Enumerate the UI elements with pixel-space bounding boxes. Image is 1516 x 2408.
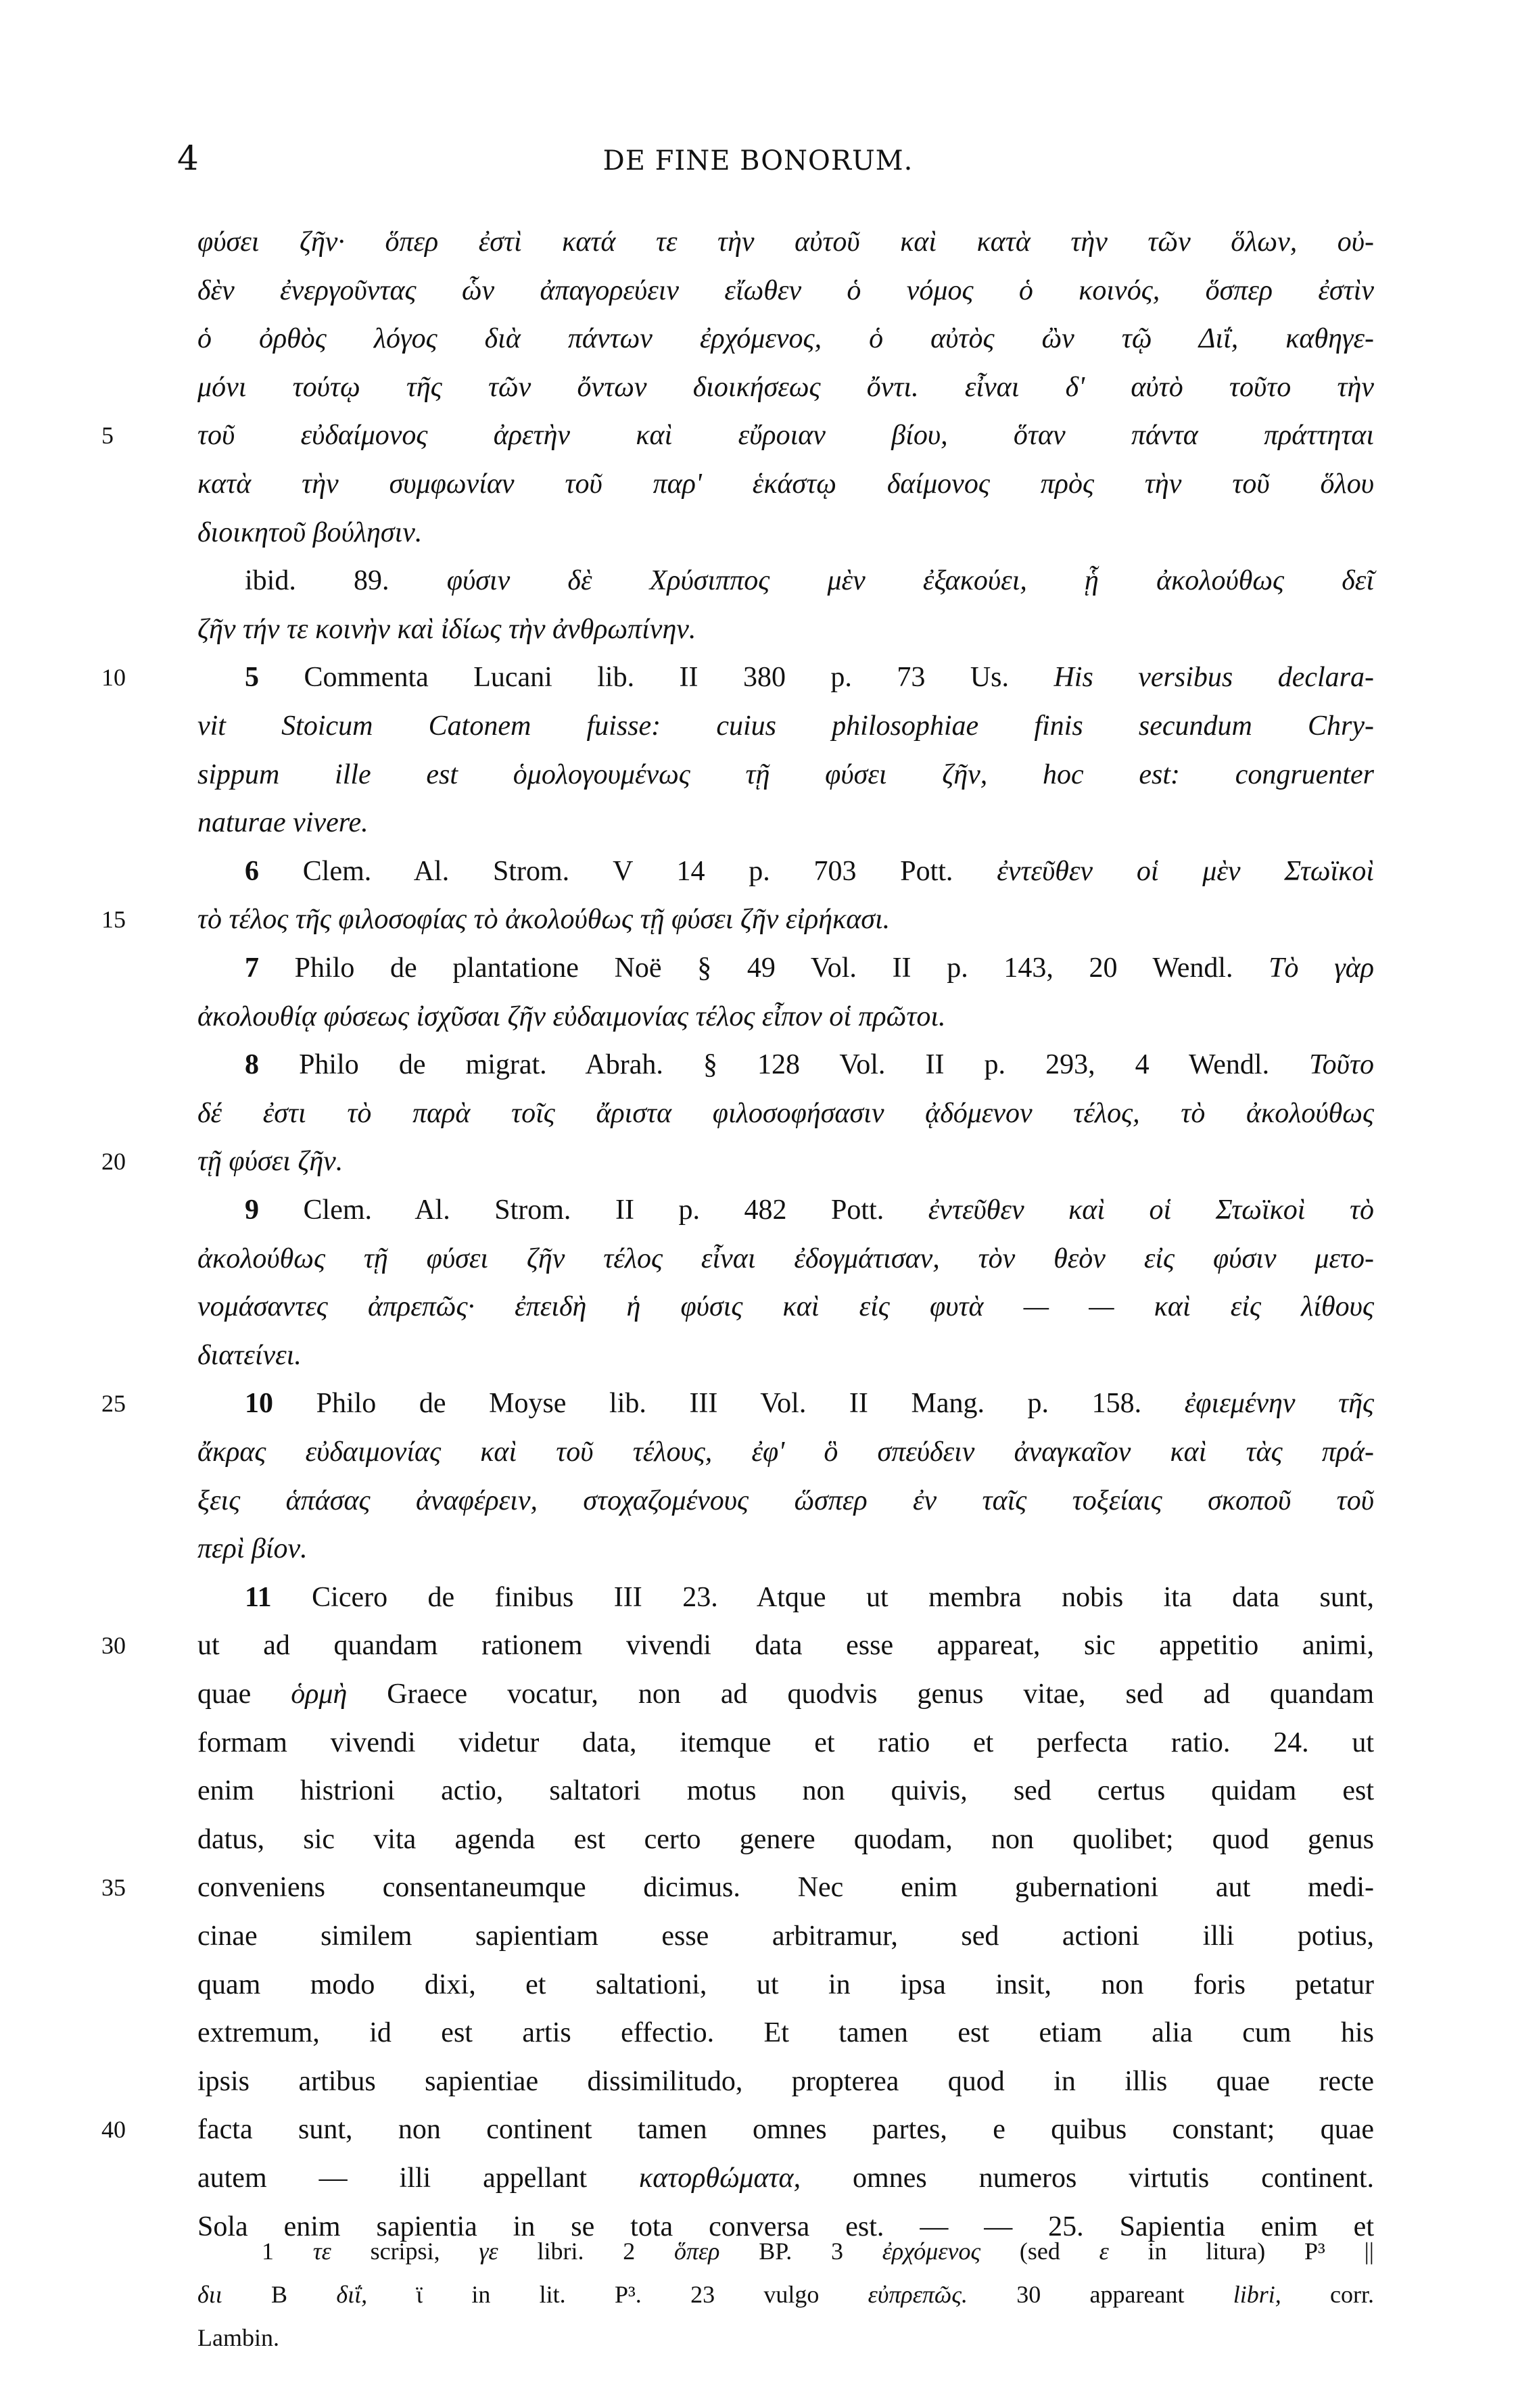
fragment-number: 8 — [245, 1049, 259, 1081]
italic-text: His versibus declara- — [1053, 662, 1374, 694]
greek-text: ἐντεῦθεν οἱ μὲν Στωϊκοὶ — [997, 855, 1374, 887]
greek-text: τε — [312, 2238, 331, 2265]
text-line — [245, 944, 1374, 992]
greek-text: ὁρμὴ — [291, 1679, 348, 1710]
text-run: ibid. 89. — [245, 565, 447, 597]
greek-text: τὸ τέλος τῆς φιλοσοφίας τὸ ἀκολούθως τῇ φύσει ζῆν εἰρήκασι. — [197, 904, 891, 936]
text-run: (sed — [980, 2238, 1099, 2265]
text-run: autem — illi appellant — [197, 2163, 640, 2194]
italic-text: libri, — [1233, 2281, 1281, 2308]
greek-text: τῇ φύσει ζῆν. — [197, 1146, 344, 1178]
fragment-number: 9 — [245, 1195, 259, 1226]
text-run: facta sunt, non continent tamen omnes partes, e quibus constant; quae — [197, 2114, 1374, 2146]
fragment-number: 7 — [245, 953, 259, 984]
greek-text: διΐ, — [336, 2281, 368, 2308]
greek-text: νομάσαντες ἀπρεπῶς· ἐπειδὴ ἡ φύσις καὶ εἰς φυτὰ — — καὶ εἰς λίθους — [197, 1291, 1374, 1323]
fragment-number: 10 — [245, 1388, 273, 1420]
greek-text: ἐντεῦθεν καὶ οἱ Στωϊκοὶ τὸ — [928, 1195, 1375, 1226]
text-run: BP. 3 — [719, 2238, 882, 2265]
text-line — [197, 1718, 1374, 1767]
text-run: ipsis artibus sapientiae dissimilitudo, propterea quod in illis quae recte — [197, 2065, 1374, 2097]
text-line — [197, 1960, 1374, 2009]
fragment-number: 5 — [245, 662, 259, 694]
text-line — [197, 411, 1374, 460]
text-line — [245, 1040, 1374, 1089]
text-run: quae — [197, 1679, 291, 1710]
text-line — [197, 460, 1374, 508]
text-run: conveniens consentaneumque dicimus. Nec enim gubernationi aut medi- — [197, 1872, 1374, 1904]
text-run: ϊ in lit. P³. 23 vulgo — [367, 2281, 868, 2308]
text-line — [197, 1089, 1374, 1138]
text-line — [197, 1766, 1374, 1815]
footnote-line — [262, 2231, 1374, 2271]
text-line — [197, 508, 1374, 557]
text-line — [197, 2008, 1374, 2057]
line-number: 15 — [101, 906, 126, 934]
greek-text: τοῦ εὐδαίμονος ἀρετὴν καὶ εὔροιαν βίου, ὅταν πάντα πράττηται — [197, 420, 1374, 452]
text-line — [197, 992, 1374, 1041]
text-line — [245, 556, 1374, 605]
text-run: Commenta Lucani lib. II 380 p. 73 Us. — [259, 662, 1054, 694]
text-run: libri. 2 — [498, 2238, 674, 2265]
text-run: Philo de Moyse lib. III Vol. II Mang. p. 158. — [273, 1388, 1185, 1420]
text-run: Clem. Al. Strom. V 14 p. 703 Pott. — [259, 855, 997, 887]
text-line — [197, 1524, 1374, 1573]
greek-text: ὁ ὀρθὸς λόγος διὰ πάντων ἐρχόμενος, ὁ αὐτὸς ὢν τῷ Διΐ, καθηγε- — [197, 323, 1374, 355]
greek-text: φύσιν δὲ Χρύσιππος μὲν ἐξακούει, ᾗ ἀκολούθως δεῖ — [446, 565, 1374, 597]
greek-text: ὁμολογουμένως τῇ φύσει ζῆν, — [513, 758, 988, 790]
text-line — [245, 653, 1374, 702]
greek-text: Τὸ γὰρ — [1269, 953, 1374, 984]
text-line — [197, 1815, 1374, 1864]
text-line — [245, 847, 1374, 896]
greek-text: ἄκρας εὐδαιμονίας καὶ τοῦ τέλους, ἐφ' ὃ σπεύδειν ἀναγκαῖον καὶ τὰς πρά- — [197, 1437, 1374, 1468]
text-line — [197, 1137, 1374, 1186]
line-number: 10 — [101, 664, 126, 692]
text-line — [197, 266, 1374, 315]
line-number: 30 — [101, 1632, 126, 1660]
text-run: Cicero de finibus III 23. Atque ut membra nobis ita data sunt, — [271, 1581, 1374, 1613]
greek-text: Τοῦτο — [1309, 1049, 1374, 1081]
text-line — [197, 1476, 1374, 1525]
text-run: formam vivendi videtur data, itemque et ratio et perfecta ratio. 24. ut — [197, 1727, 1374, 1758]
text-run: extremum, id est artis effectio. Et tamen est etiam alia cum his — [197, 2017, 1374, 2049]
greek-text: εὐπρεπῶς. — [868, 2281, 968, 2308]
greek-text: ἀκολούθως τῇ φύσει ζῆν τέλος εἶναι ἐδογμάτισαν, τὸν θεὸν εἰς φύσιν μετο- — [197, 1243, 1374, 1274]
text-line — [197, 1428, 1374, 1476]
text-run: 30 appareant — [967, 2281, 1233, 2308]
line-number: 40 — [101, 2116, 126, 2144]
text-line — [197, 2154, 1374, 2202]
italic-text: vit Stoicum Catonem fuisse: cuius philosophiae finis secundum Chry- — [197, 711, 1374, 742]
text-line — [197, 750, 1374, 799]
text-line — [197, 895, 1374, 944]
text-line — [245, 1573, 1374, 1622]
greek-text: δέ ἐστι τὸ παρὰ τοῖς ἄριστα φιλοσοφήσασιν ᾀδόμενον τέλος, τὸ ἀκολούθως — [197, 1097, 1374, 1129]
greek-text: δὲν ἐνεργοῦντας ὧν ἀπαγορεύειν εἴωθεν ὁ νόμος ὁ κοινός, ὅσπερ ἐστὶν — [197, 274, 1374, 306]
text-run: 1 — [262, 2238, 313, 2265]
greek-text: ζῆν τήν τε κοινὴν καὶ ἰδίως τὴν ἀνθρωπίνην. — [197, 613, 696, 645]
line-number: 35 — [101, 1874, 126, 1902]
running-title: DE FINE BONORUM. — [602, 145, 914, 176]
text-run: in litura) P³ || — [1108, 2238, 1374, 2265]
text-line — [197, 1670, 1374, 1718]
line-number: 25 — [101, 1390, 126, 1418]
text-run: B — [222, 2281, 337, 2308]
text-line — [245, 1379, 1374, 1428]
text-line — [197, 605, 1374, 654]
greek-text: μόνι τούτῳ τῆς τῶν ὄντων διοικήσεως ὄντι. εἶναι δ' αὐτὸ τοῦτο τὴν — [197, 371, 1374, 403]
text-line — [197, 1912, 1374, 1960]
text-line — [197, 1331, 1374, 1380]
footnote-line — [197, 2317, 1374, 2358]
text-run: Philo de migrat. Abrah. § 128 Vol. II p. 293, 4 Wendl. — [259, 1049, 1310, 1081]
greek-text: διι — [197, 2281, 222, 2308]
fragment-number: 11 — [245, 1581, 272, 1613]
text-run: Philo de plantatione Noë § 49 Vol. II p. 143, 20 Wendl. — [259, 953, 1269, 984]
line-number: 20 — [101, 1148, 126, 1176]
page-number: 4 — [177, 139, 199, 178]
text-run: corr. — [1281, 2281, 1375, 2308]
text-run: cinae similem sapientiam esse arbitramur, sed actioni illi potius, — [197, 1921, 1374, 1952]
text-line — [245, 1186, 1374, 1234]
text-run: scripsi, — [331, 2238, 479, 2265]
text-run: quam modo dixi, et saltationi, ut in ipsa insit, non foris petatur — [197, 1969, 1374, 2000]
text-run: Lambin. — [197, 2324, 279, 2351]
text-line — [197, 314, 1374, 363]
line-number: 5 — [101, 422, 114, 450]
greek-text: γε — [479, 2238, 498, 2265]
greek-text: περὶ βίον. — [197, 1533, 308, 1565]
greek-text: ἐρχόμενος — [882, 2238, 981, 2265]
greek-text: κατὰ τὴν συμφωνίαν τοῦ παρ' ἑκάστῳ δαίμονος πρὸς τὴν τοῦ ὅλου — [197, 468, 1374, 500]
text-line — [197, 2105, 1374, 2154]
text-line — [197, 1621, 1374, 1670]
greek-text: κατορθώματα, — [639, 2163, 801, 2194]
greek-text: ξεις ἁπάσας ἀναφέρειν, στοχαζομένους ὥσπερ ἐν ταῖς τοξείαις σκοποῦ τοῦ — [197, 1485, 1374, 1516]
greek-text: ἀκολουθίᾳ φύσεως ἰσχῦσαι ζῆν εὐδαιμονίας τέλος εἶπον οἱ πρῶτοι. — [197, 1001, 946, 1032]
text-line — [197, 1863, 1374, 1912]
text-line — [197, 798, 1374, 847]
text-run: Graece vocatur, non ad quodvis genus vitae, sed ad quandam — [347, 1679, 1375, 1710]
text-line — [197, 218, 1374, 266]
page-header — [0, 139, 1516, 193]
text-run: enim histrioni actio, saltatori motus non quivis, sed certus quidam est — [197, 1775, 1374, 1807]
greek-text: ε — [1099, 2238, 1109, 2265]
greek-text: διοικητοῦ βούλησιν. — [197, 516, 423, 548]
italic-text: sippum ille est — [197, 758, 513, 790]
text-run: datus, sic vita agenda est certo genere quodam, non quolibet; quod genus — [197, 1823, 1374, 1855]
italic-text: naturae vivere. — [197, 807, 369, 839]
text-line — [197, 363, 1374, 412]
text-run: Clem. Al. Strom. II p. 482 Pott. — [259, 1195, 928, 1226]
italic-text: hoc est: congruenter — [987, 758, 1374, 790]
text-run: Sola enim sapientia in se tota conversa est. — — 25. Sapientia enim et — [197, 2211, 1374, 2242]
text-line — [197, 702, 1374, 750]
greek-text: φύσει ζῆν· ὅπερ ἐστὶ κατά τε τὴν αὐτοῦ καὶ κατὰ τὴν τῶν ὅλων, οὐ- — [197, 226, 1374, 258]
greek-text: ὅπερ — [673, 2238, 720, 2265]
fragment-number: 6 — [245, 855, 259, 887]
text-line — [197, 1234, 1374, 1283]
text-line — [197, 2057, 1374, 2106]
text-run: ut ad quandam rationem vivendi data esse appareat, sic appetitio animi, — [197, 1630, 1374, 1662]
greek-text: διατείνει. — [197, 1339, 302, 1371]
footnote-line — [197, 2274, 1374, 2315]
greek-text: ἐφιεμένην τῆς — [1184, 1388, 1374, 1420]
text-line — [197, 1282, 1374, 1331]
text-run: omnes numeros virtutis continent. — [801, 2163, 1374, 2194]
